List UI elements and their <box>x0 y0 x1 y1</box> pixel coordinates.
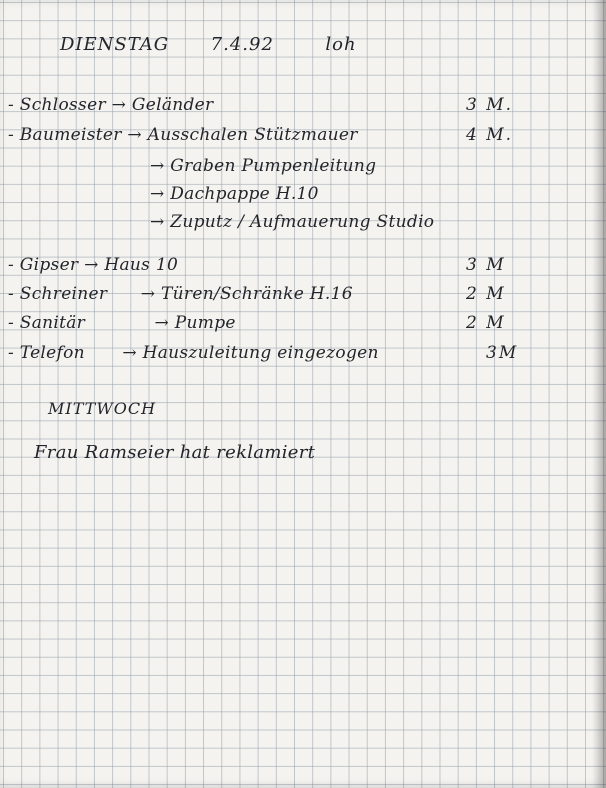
task-trade: - Schlosser <box>8 95 106 115</box>
task-gipser <box>8 254 178 276</box>
task-amount: 3 M. <box>466 95 514 115</box>
task-trade: - Gipser <box>8 255 79 275</box>
section-note: Frau Ramseier hat reklamiert <box>34 442 316 463</box>
header-date: 7.4.92 <box>210 34 274 55</box>
task-detail: → Pumpe <box>154 313 236 333</box>
task-detail: → Türen/Schränke H.16 <box>140 284 353 304</box>
task-schlosser <box>8 94 213 116</box>
task-detail: → Hauszuleitung eingezogen <box>122 343 379 363</box>
task-detail: → Ausschalen Stützmauer <box>127 125 358 145</box>
task-baumeister <box>8 124 358 146</box>
task-detail: → Geländer <box>111 95 214 115</box>
task-detail: → Graben Pumpenleitung <box>150 156 377 176</box>
task-amount: 3M <box>486 343 519 363</box>
header-author: loh <box>325 34 357 55</box>
task-detail: → Dachpappe H.10 <box>150 184 319 204</box>
task-detail: → Zuputz / Aufmauerung Studio <box>150 212 435 232</box>
task-trade: - Schreiner <box>8 284 108 304</box>
task-telefon <box>8 342 379 364</box>
task-trade: - Sanitär <box>8 313 86 333</box>
task-detail: → Haus 10 <box>84 255 179 275</box>
task-trade: - Baumeister <box>8 125 122 145</box>
date-header <box>60 34 357 56</box>
task-sanitaer <box>8 312 236 334</box>
task-amount: 2 M <box>466 284 506 304</box>
section-title: MITTWOCH <box>48 399 157 418</box>
task-amount: 2 M <box>466 313 506 333</box>
header-day: DIENSTAG <box>60 34 170 55</box>
task-trade: - Telefon <box>8 343 85 363</box>
task-schreiner <box>8 283 353 305</box>
task-amount: 4 M. <box>466 125 514 145</box>
task-amount: 3 M <box>466 255 506 275</box>
